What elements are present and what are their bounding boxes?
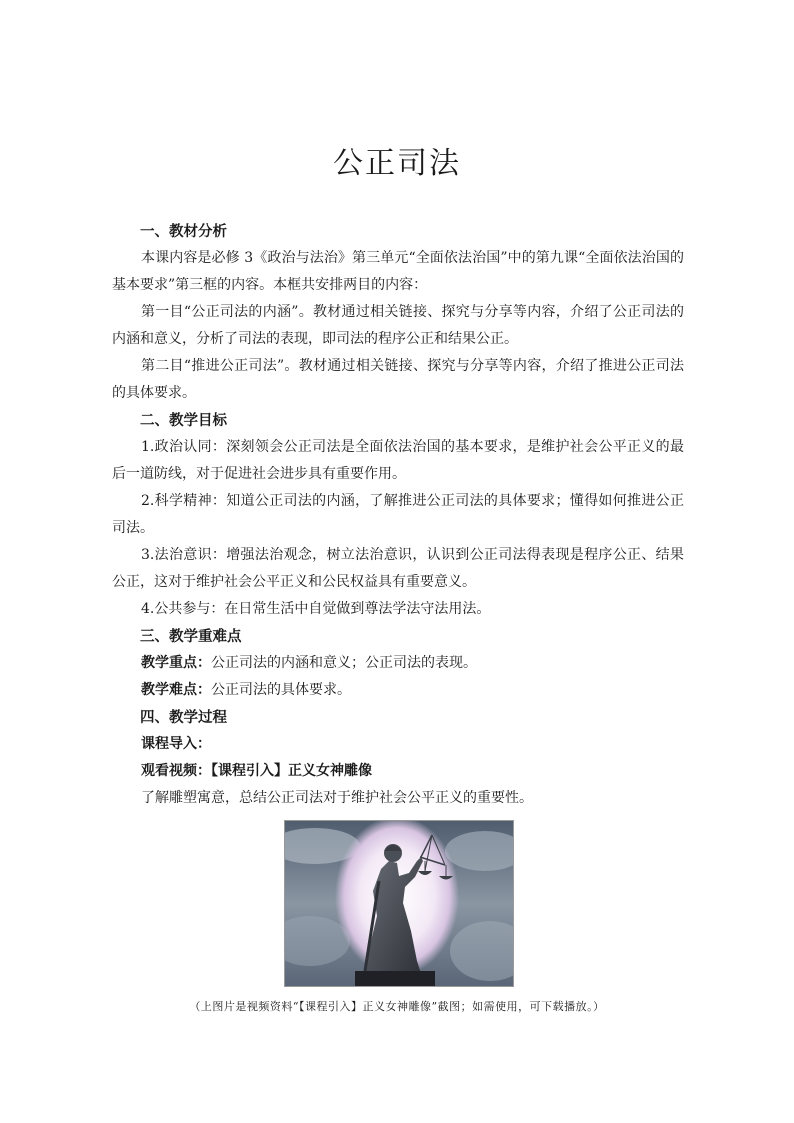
section-heading-process: 四、教学过程 xyxy=(140,709,227,726)
task-text: 了解雕塑寓意，总结公正司法对于维护社会公平正义的重要性。 xyxy=(141,790,533,806)
key-point-text: 公正司法的内涵和意义；公正司法的表现。 xyxy=(211,655,477,671)
goal-item: 1.政治认同：深刻领会公正司法是全面依法治国的基本要求，是维护社会公平正义的最后一道防线，对于促进社会进步具有重要作用。 xyxy=(112,439,684,482)
goal-item: 4.公共参与：在日常生活中自觉做到尊法学法守法用法。 xyxy=(141,601,491,617)
section-heading-goals: 二、教学目标 xyxy=(140,412,227,429)
course-intro-label: 课程导入： xyxy=(141,736,211,752)
goal-item: 2.科学精神：知道公正司法的内涵，了解推进公正司法的具体要求；懂得如何推进公正司法。 xyxy=(112,493,684,536)
key-point-line xyxy=(112,650,684,677)
difficulty-text: 公正司法的具体要求。 xyxy=(211,682,351,698)
section-heading-analysis: 一、教材分析 xyxy=(140,223,227,240)
document-body xyxy=(112,218,684,812)
difficulty-label: 教学难点： xyxy=(141,682,211,698)
analysis-paragraph-3: 第二目“推进公正司法”。教材通过相关链接、探究与分享等内容，介绍了推进公正司法的具体要求。 xyxy=(112,358,684,401)
justice-statue-illustration xyxy=(285,821,513,986)
video-title: 观看视频：【课程引入】正义女神雕像 xyxy=(141,763,372,779)
justice-statue-image xyxy=(284,820,514,987)
analysis-paragraph-2: 第一目“公正司法的内涵”。教材通过相关链接、探究与分享等内容，介绍了公正司法的内涵和意义，分析了司法的表现，即司法的程序公正和结果公正。 xyxy=(112,304,684,347)
difficulty-line xyxy=(112,677,684,704)
analysis-paragraph-1: 本课内容是必修 3《政治与法治》第三单元“全面依法治国”中的第九课“全面依法治国的基本要求”第三框的内容。本框共安排两目的内容： xyxy=(112,250,684,293)
key-point-label: 教学重点： xyxy=(141,655,211,671)
section-heading-key-points: 三、教学重难点 xyxy=(140,628,242,645)
image-caption: （上图片是视频资料“【课程引入】正义女神雕像”截图；如需使用，可下载播放。） xyxy=(189,1000,605,1013)
goal-item: 3.法治意识：增强法治观念，树立法治意识，认识到公正司法得表现是程序公正、结果公正，这对于维护社会公平正义和公民权益具有重要意义。 xyxy=(112,547,684,590)
document-title: 公正司法 xyxy=(333,146,461,181)
